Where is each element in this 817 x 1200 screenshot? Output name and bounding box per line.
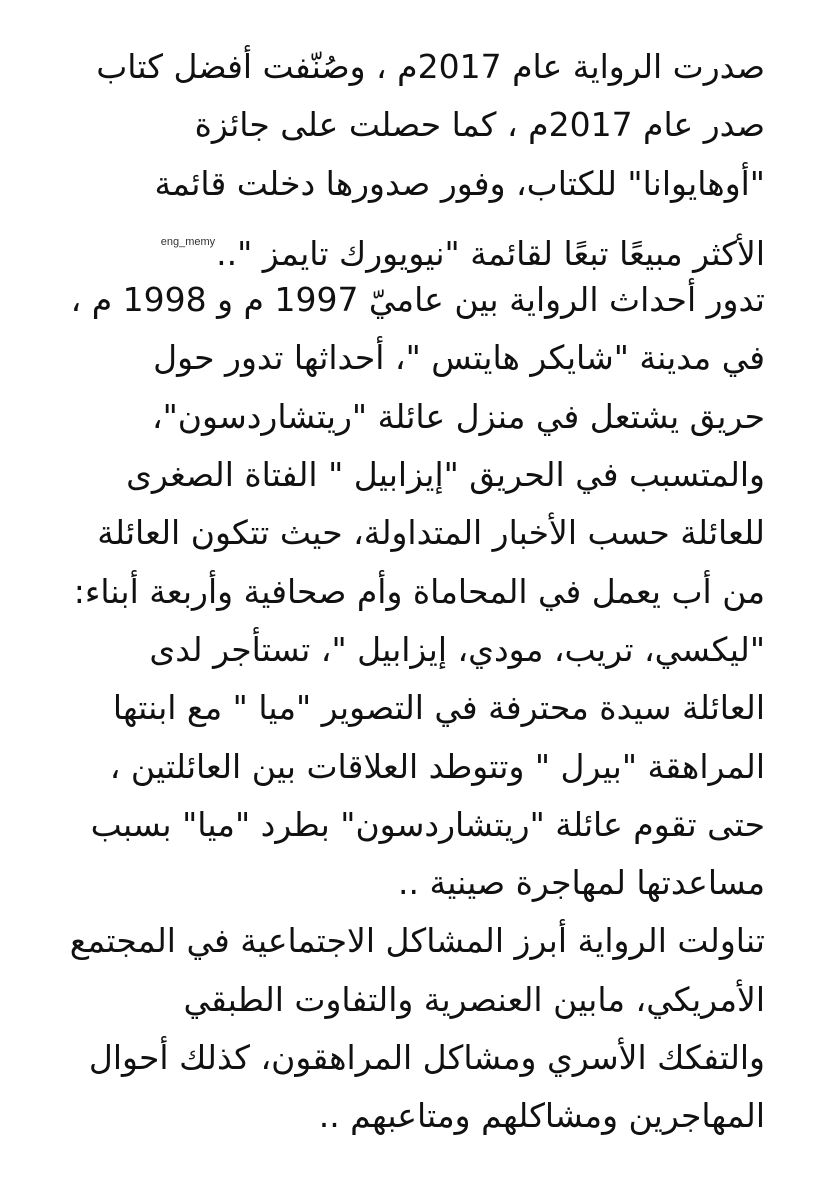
text-line: في مدينة "شايكر هايتس "، أحداثها تدور حول — [153, 338, 765, 378]
text-line: "ليكسي، تريب، مودي، إيزابيل "، تستأجر لدى — [149, 629, 765, 669]
text-line: صدرت الرواية عام 2017م ، وصُنّفت أفضل كتاب — [96, 47, 765, 86]
watermark: eng_memy — [160, 235, 216, 248]
article-text — [35, 38, 765, 1146]
text-line: والمتسبب في الحريق "إيزابيل " الفتاة الصغرى — [126, 455, 765, 495]
text-line: تناولت الرواية أبرز المشاكل الاجتماعية في المجتمع — [69, 921, 765, 961]
text-line: المهاجرين ومشاكلهم ومتاعبهم .. — [318, 1096, 765, 1136]
text-line: حريق يشتعل في منزل عائلة "ريتشاردسون"، — [151, 396, 765, 436]
text-line: "أوهايوانا" للكتاب، وفور صدورها دخلت قائمة — [154, 163, 765, 203]
text-line: من أب يعمل في المحاماة وأم صحافية وأربعة أبناء: — [73, 571, 765, 611]
text-line: صدر عام 2017م ، كما حصلت على جائزة — [194, 105, 765, 145]
text-line: المراهقة "بيرل " وتتوطد العلاقات بين العائلتين ، — [109, 746, 765, 786]
text-line: الأكثر مبيعًا تبعًا لقائمة "نيويورك تايمز ".. — [216, 233, 765, 273]
text-line: والتفكك الأسري ومشاكل المراهقون، كذلك أحوال — [88, 1038, 765, 1078]
text-line: تدور أحداث الرواية بين عاميّ 1997 م و 1998 م ، — [70, 280, 765, 320]
text-line: الأمريكي، مابين العنصرية والتفاوت الطبقي — [183, 979, 765, 1019]
text-line-with-watermark — [35, 213, 765, 271]
text-line: حتى تقوم عائلة "ريتشاردسون" بطرد "ميا" بسبب — [90, 804, 765, 844]
text-line: للعائلة حسب الأخبار المتداولة، حيث تتكون العائلة — [97, 513, 765, 553]
text-line: مساعدتها لمهاجرة صينية .. — [398, 863, 765, 903]
text-line: العائلة سيدة محترفة في التصوير "ميا " مع ابنتها — [112, 688, 765, 728]
